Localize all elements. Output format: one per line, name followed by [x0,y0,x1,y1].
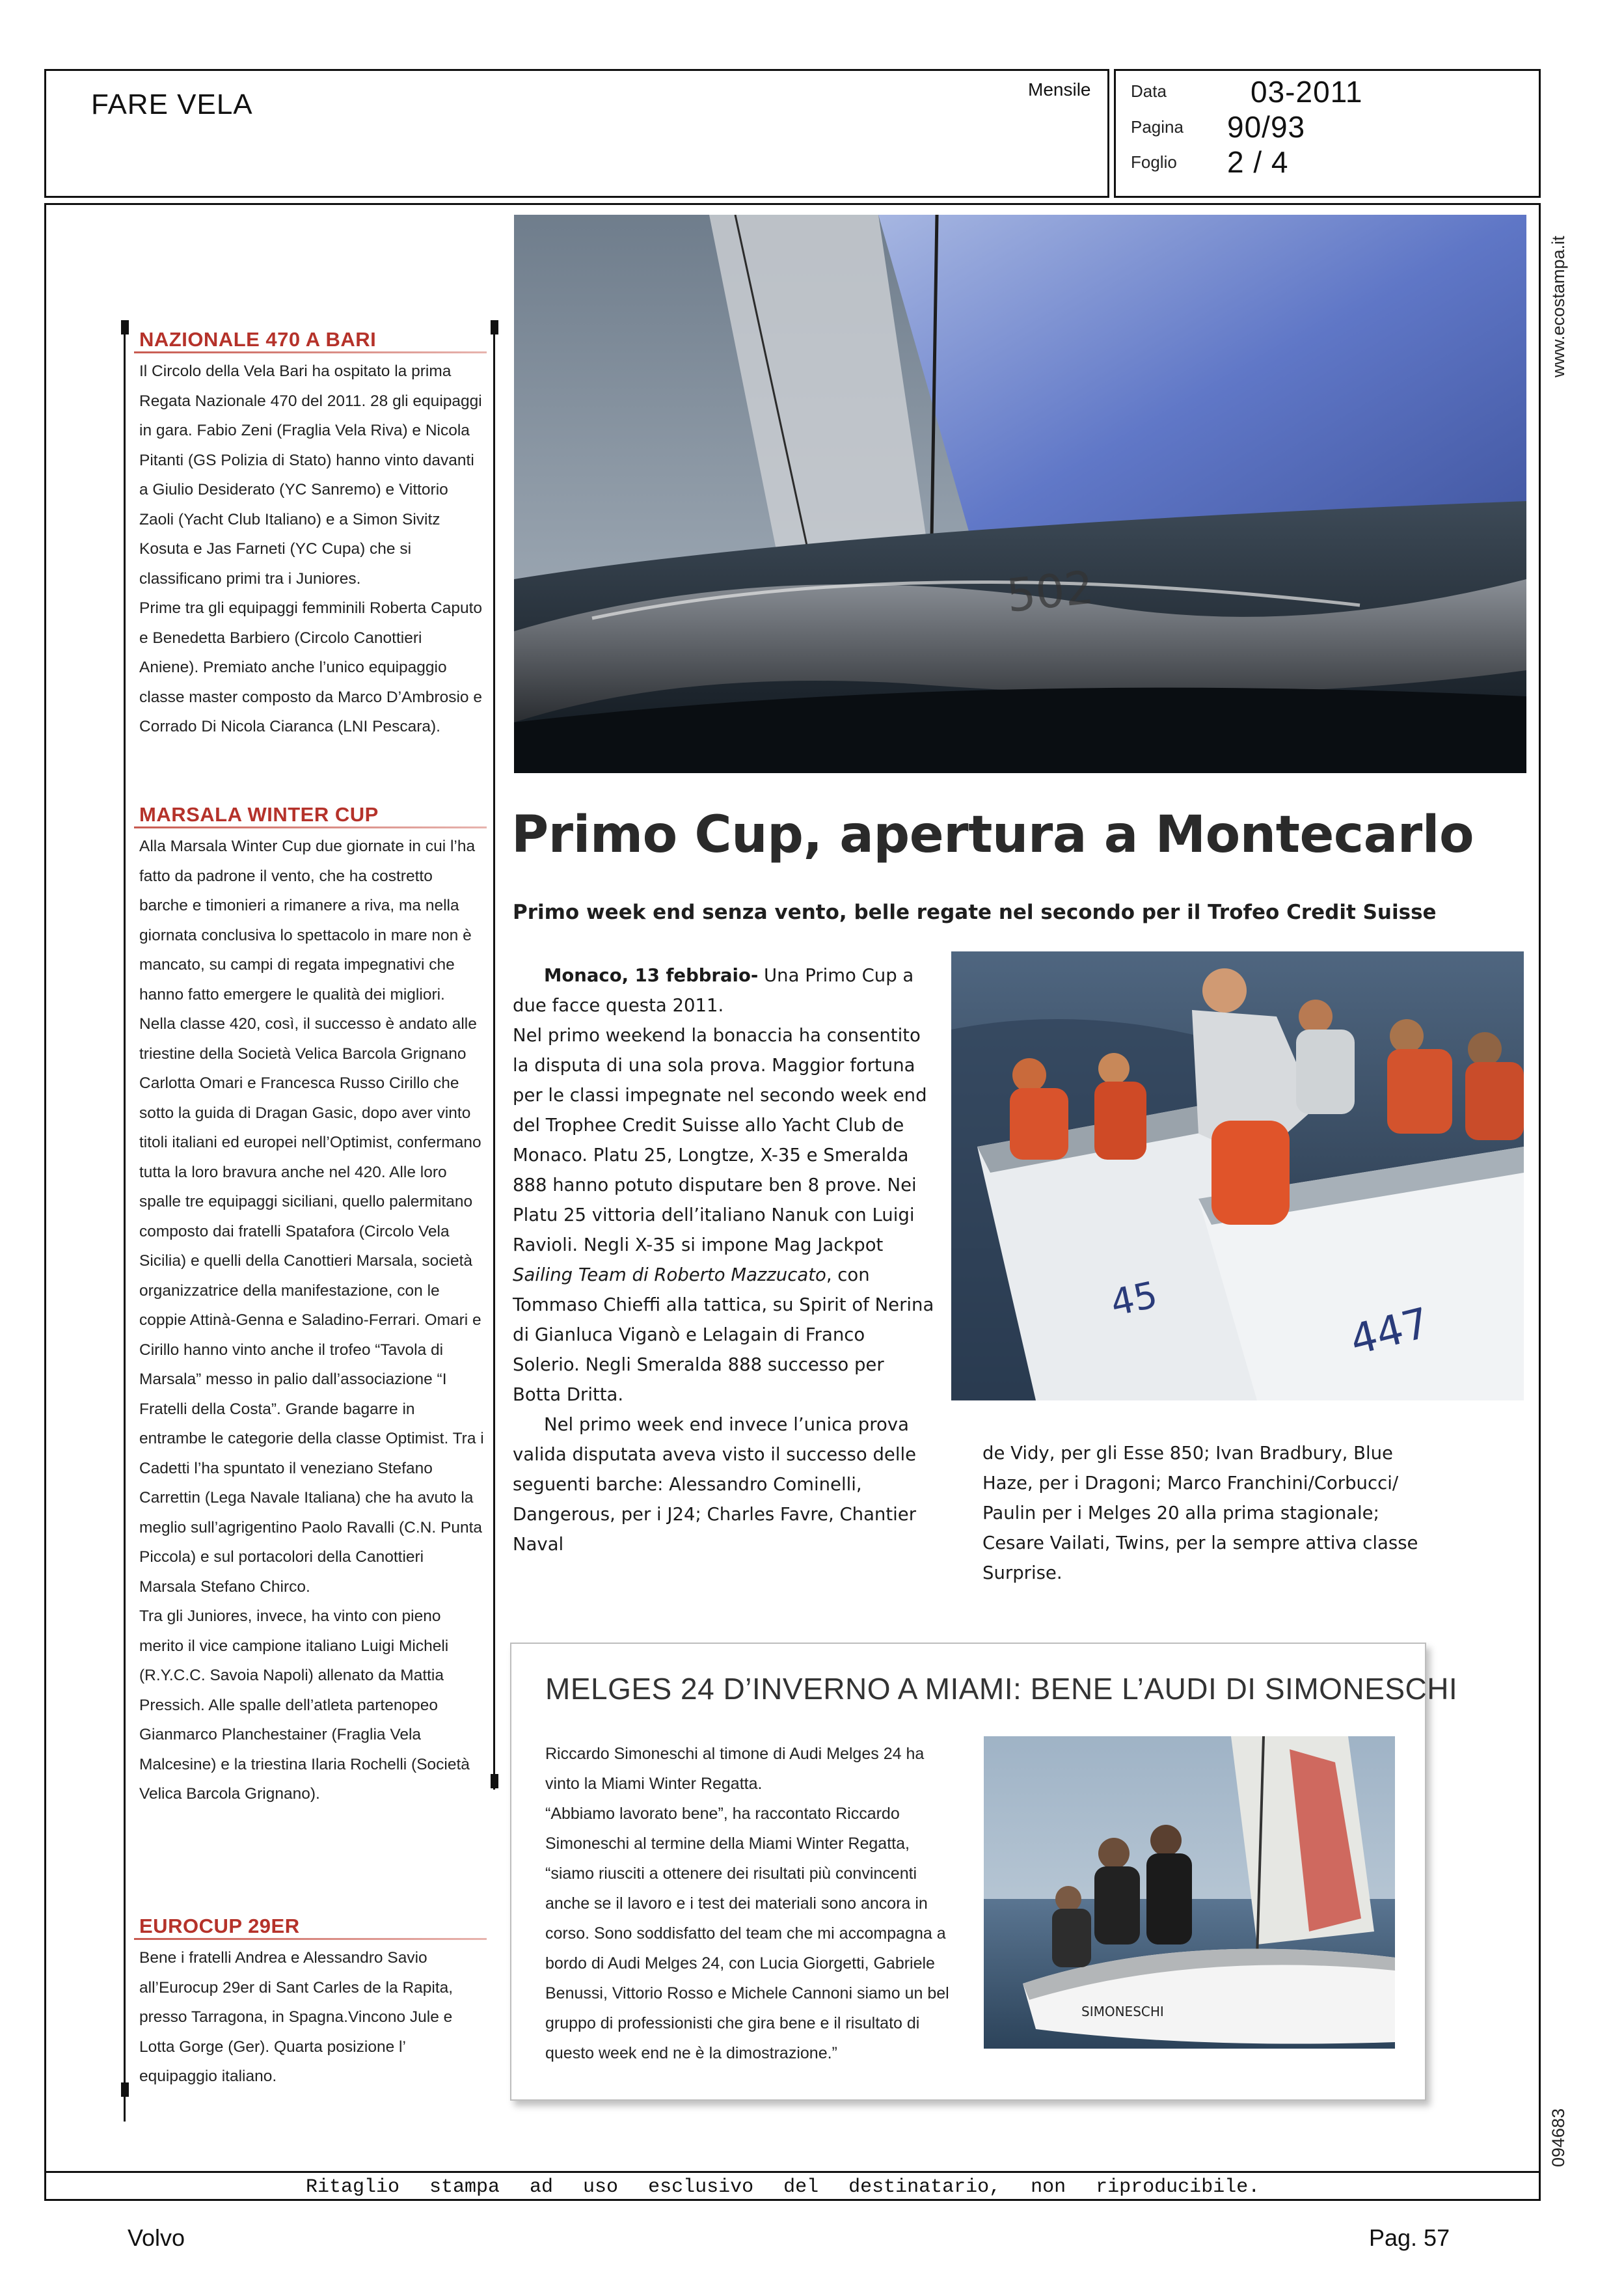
copyright-notice: Ritaglio stampa ad uso esclusivo del destinatario, non riproducibile. [306,2176,1260,2198]
melges-box-text [545,1739,956,2068]
article-paragraph-2: Nel primo week end invece l’unica prova valida disputata aveva visto il successo delle seguenti barche: Alessandro Cominelli, Dangerous, per i J24; Charles Favre, Chantier Naval [513,1414,917,1555]
top-photo-sail-number: 502 [1004,560,1096,623]
article-column-1 [513,961,936,1559]
data-label: Data [1131,81,1167,101]
sidebar-heading-29er: EUROCUP 29ER [139,1915,300,1937]
melges-paragraph-1: Riccardo Simoneschi al timone di Audi Melges 24 ha vinto la Miami Winter Regatta. [545,1745,925,1793]
article-column-2: de Vidy, per gli Esse 850; Ivan Bradbury, Blue Haze, per i Dragoni; Marco Franchini/Corbucci/ Paulin per i Melges 20 alla prima stagionale; Cesare Vailati, Twins, per la sempre attiva classe Surprise. [982,1443,1418,1583]
regatta-boat-number-a: 45 [1107,1274,1161,1325]
footer-client: Volvo [128,2224,185,2251]
article-lead-text: Una Primo Cup a due facce questa 2011. [513,965,914,1016]
sidebar-right-marker-top [491,320,498,334]
sidebar-left-marker-top [121,320,129,334]
frequency-label: Mensile [1028,79,1091,100]
sidebar-right-bar [493,325,495,1790]
article-title: Primo Cup, apertura a Montecarlo [511,806,1474,864]
melges-photo [984,1736,1395,2049]
sidebar-rule-marsala [134,826,487,828]
sidebar-paragraph: Prime tra gli equipaggi femminili Roberta Caputo e Benedetta Barbiero (Circolo Canottieri Aniene). Premiato anche l’unico equipaggio classe master composto da Marco D’Ambrosio e Corrado Di Nicola Ciaranca (LNI Pescara). [139,599,483,735]
article-lead [513,961,936,1020]
sidebar-text-marsala [139,832,484,1809]
melges-photo-illustration [984,1736,1395,2049]
publication-title: FARE VELA [91,89,253,120]
sidebar-paragraph: Alla Marsala Winter Cup due giornate in cui l’ha fatto da padrone il vento, che ha costretto barche e timonieri a rimanere a riva, ma nella giornata conclusiva lo spettacolo in mare non è mancato, su campi di regata impegnativi che hanno fatto emergere le qualità dei migliori. [139,838,476,1003]
top-sailing-photo [514,215,1526,773]
article-paragraph-1-tail: , con Tommaso Chieffi alla tattica, su Spirit of Nerina di Gianluca Viganò e Lelagain di Franco Solerio. Negli Smeralda 888 successo per Botta Dritta. [513,1264,934,1405]
pagina-value: 90/93 [1227,110,1306,144]
ecostampa-url: www.ecostampa.it [1549,236,1568,377]
article-subtitle: Primo week end senza vento, belle regate nel secondo per il Trofeo Credit Suisse [513,901,1437,924]
foglio-value: 2 / 4 [1227,145,1289,179]
melges-paragraph-2: “Abbiamo lavorato bene”, ha raccontato Riccardo Simoneschi al termine della Miami Winter Regatta, “siamo riusciti a ottenere dei risultati più convincenti anche se il lavoro e i test dei materiali sono ancora in corso. Sono soddisfatto del team che mi accompagna a bordo di Audi Melges 24, con Lucia Giorgetti, Gabriele Benussi, Vittorio Rosso e Michele Cannoni siamo un bel gruppo di professionisti che gira bene e il risultato di questo week end ne è la dimostrazione.” [545,1805,949,2062]
article-paragraph-1-text: Nel primo weekend la bonaccia ha consentito la disputa di una sola prova. Maggior fortuna per le classi impegnate nel secondo week end del Trophee Credit Suisse allo Yacht Club de Monaco. Platu 25, Longtze, X-35 e Smeralda 888 hanno potuto disputare ben 8 prove. Nei Platu 25 vittoria dell’italiano Nanuk con Luigi Ravioli. Negli X-35 si impone Mag Jackpot [513,1025,927,1255]
sidebar-left-marker-bottom [121,2082,129,2097]
sidebar-text-470 [139,357,484,742]
regatta-boat-number-b: 447 [1345,1299,1435,1365]
article-paragraph-1 [513,1020,936,1410]
footer-rule [44,2171,1541,2173]
footer-page: Pag. 57 [1369,2224,1450,2251]
sidebar-text-29er [139,1943,484,2092]
sidebar-right-marker-bottom [491,1774,498,1788]
melges-box-title: MELGES 24 D’INVERNO A MIAMI: BENE L’AUDI DI SIMONESCHI [545,1672,1458,1706]
article-dateline: Monaco, 13 febbraio- [544,965,759,986]
pagina-label: Pagina [1131,117,1184,137]
sidebar-rule-470 [134,351,487,353]
foglio-label: Foglio [1131,152,1177,172]
sidebar-paragraph: Tra gli Juniores, invece, ha vinto con pieno merito il vice campione italiano Luigi Micheli (R.Y.C.C. Savoia Napoli) allenato da Mattia Pressich. Alle spalle dell’atleta partenopeo Gianmarco Planchestainer (Fraglia Vela Malcesine) e la triestina Ilaria Rochelli (Società Velica Barcola Grignano). [139,1607,470,1803]
regatta-photo [951,951,1524,1400]
top-photo-illustration [514,215,1526,773]
sidebar-heading-marsala: MARSALA WINTER CUP [139,803,379,826]
sidebar-paragraph: Nella classe 420, così, il successo è andato alle triestine della Società Velica Barcola Grignano Carlotta Omari e Francesca Russo Cirillo che sotto la guida di Dragan Gasic, dopo aver vinto titoli italiani ed europei nell’Optimist, confermano tutta la loro bravura anche nel 420. Alle loro spalle tre equipaggi siciliani, quello palermitano composto dai fratelli Spatafora (Circolo Vela Sicilia) e quelli della Canottieri Marsala, società organizzatrice della manifestazione, con le coppie Attinà-Genna e Saladino-Ferrari. Omari e Cirillo hanno vinto anche il trofeo “Tavola di Marsala” messo in palio dall’associazione “I Fratelli della Costa”. Grande bagarre in entrambe le categorie della classe Optimist. Tra i Cadetti l’ha spuntato il veneziano Stefano Carrettin (Lega Navale Italiana) che ha avuto la meglio sull’agrigentino Paolo Ravalli (C.N. Punta Piccola) e sul portacolori della Canottieri Marsala Stefano Chirco. [139,1015,484,1596]
sidebar-paragraph: Il Circolo della Vela Bari ha ospitato la prima Regata Nazionale 470 del 2011. 28 gli equipaggi in gara. Fabio Zeni (Fraglia Vela Riva) e Nicola Pitanti (GS Polizia di Stato) hanno vinto davanti a Giulio Desiderato (YC Sanremo) e Vittorio Zaoli (Yacht Club Italiano) e a Simon Sivitz Kosuta e Jas Farneti (YC Cupa) che si classificano primi tra i Juniores. [139,362,482,588]
melges-hull-name: SIMONESCHI [1081,2004,1164,2019]
sidebar-left-bar [124,325,126,2122]
archive-code: 094683 [1549,2108,1568,2167]
data-value: 03-2011 [1251,75,1363,109]
sidebar-rule-29er [134,1938,487,1940]
regatta-photo-illustration [951,951,1524,1400]
sidebar-paragraph: Bene i fratelli Andrea e Alessandro Savio all’Eurocup 29er di Sant Carles de la Rapita, presso Tarragona, in Spagna.Vincono Jule e Lotta Gorge (Ger). Quarta posizione l’ equipaggio italiano. [139,1949,453,2085]
article-team-name: Sailing Team di Roberto Mazzucato [513,1264,826,1285]
sidebar-heading-470: NAZIONALE 470 A BARI [139,328,377,351]
